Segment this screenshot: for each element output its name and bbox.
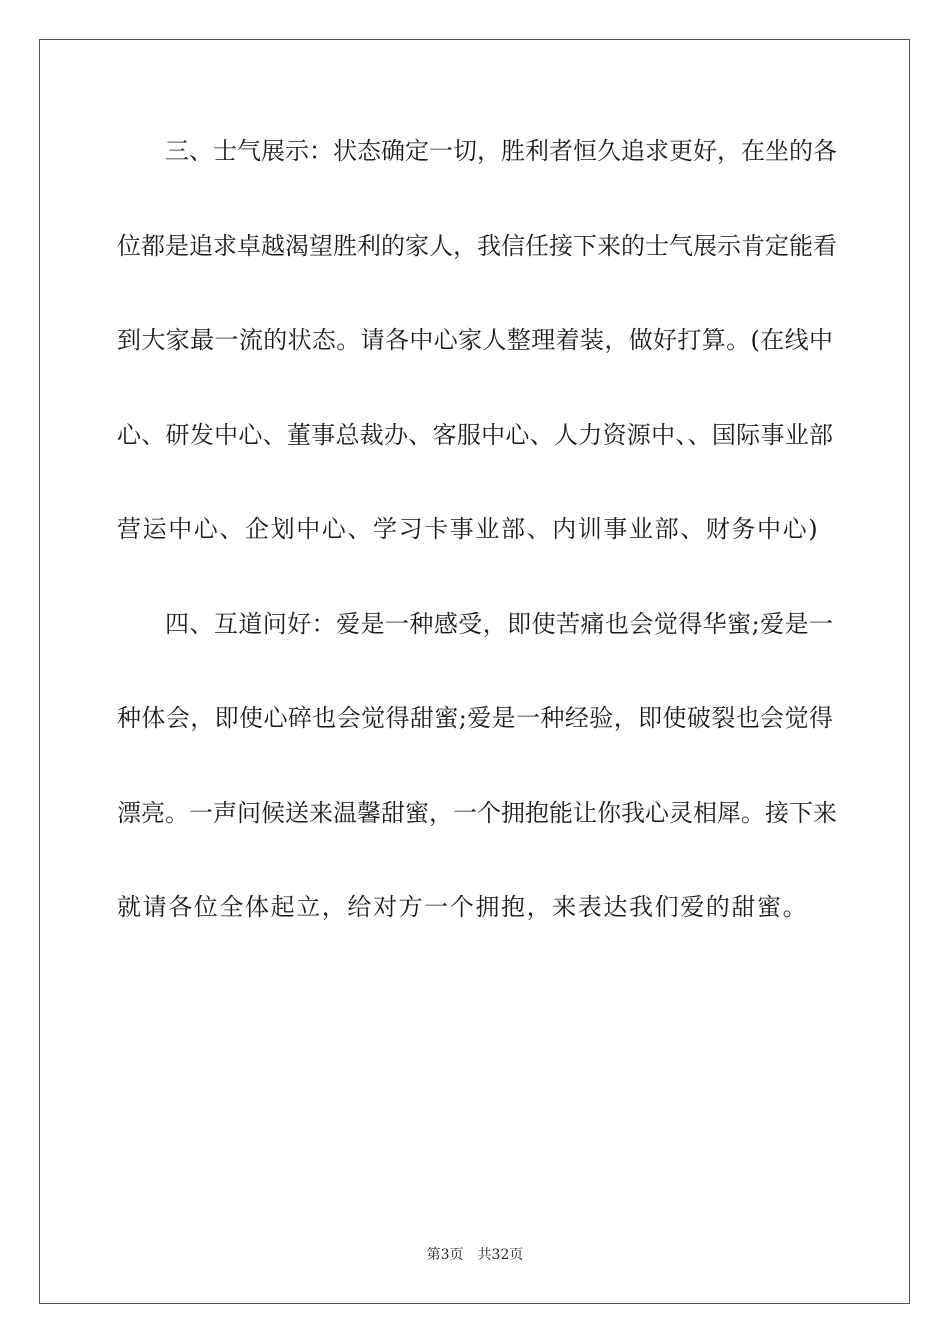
paragraph-1-line-1: 三、士气展示：状态确定一切，胜利者恒久追求更好，在坐的各 <box>165 137 837 165</box>
paragraph-1-line-2: 位都是追求卓越渴望胜利的家人，我信任接下来的士气展示肯定能看 <box>117 232 837 260</box>
page-border <box>39 39 910 1304</box>
page-footer <box>0 1246 950 1264</box>
page-total: 共32页 <box>477 1247 524 1263</box>
paragraph-2-line-1: 四、互道问好：爱是一种感受，即使苦痛也会觉得华蜜;爱是一 <box>165 610 833 638</box>
paragraph-2-line-4: 就请各位全体起立，给对方一个拥抱，来表达我们爱的甜蜜。 <box>117 893 809 921</box>
page-number: 第3页 <box>426 1247 464 1263</box>
paragraph-2-line-3: 漂亮。一声问候送来温馨甜蜜，一个拥抱能让你我心灵相犀。接下来 <box>117 799 837 827</box>
paragraph-1-line-4: 心、研发中心、董事总裁办、客服中心、人力资源中、、国际事业部 <box>117 421 833 449</box>
paragraph-1-line-5: 营运中心、企划中心、学习卡事业部、内训事业部、财务中心) <box>117 515 820 543</box>
paragraph-1-line-3: 到大家最一流的状态。请各中心家人整理着装，做好打算。(在线中 <box>117 326 833 354</box>
paragraph-2-line-2: 种体会，即使心碎也会觉得甜蜜;爱是一种经验，即使破裂也会觉得 <box>117 704 833 732</box>
